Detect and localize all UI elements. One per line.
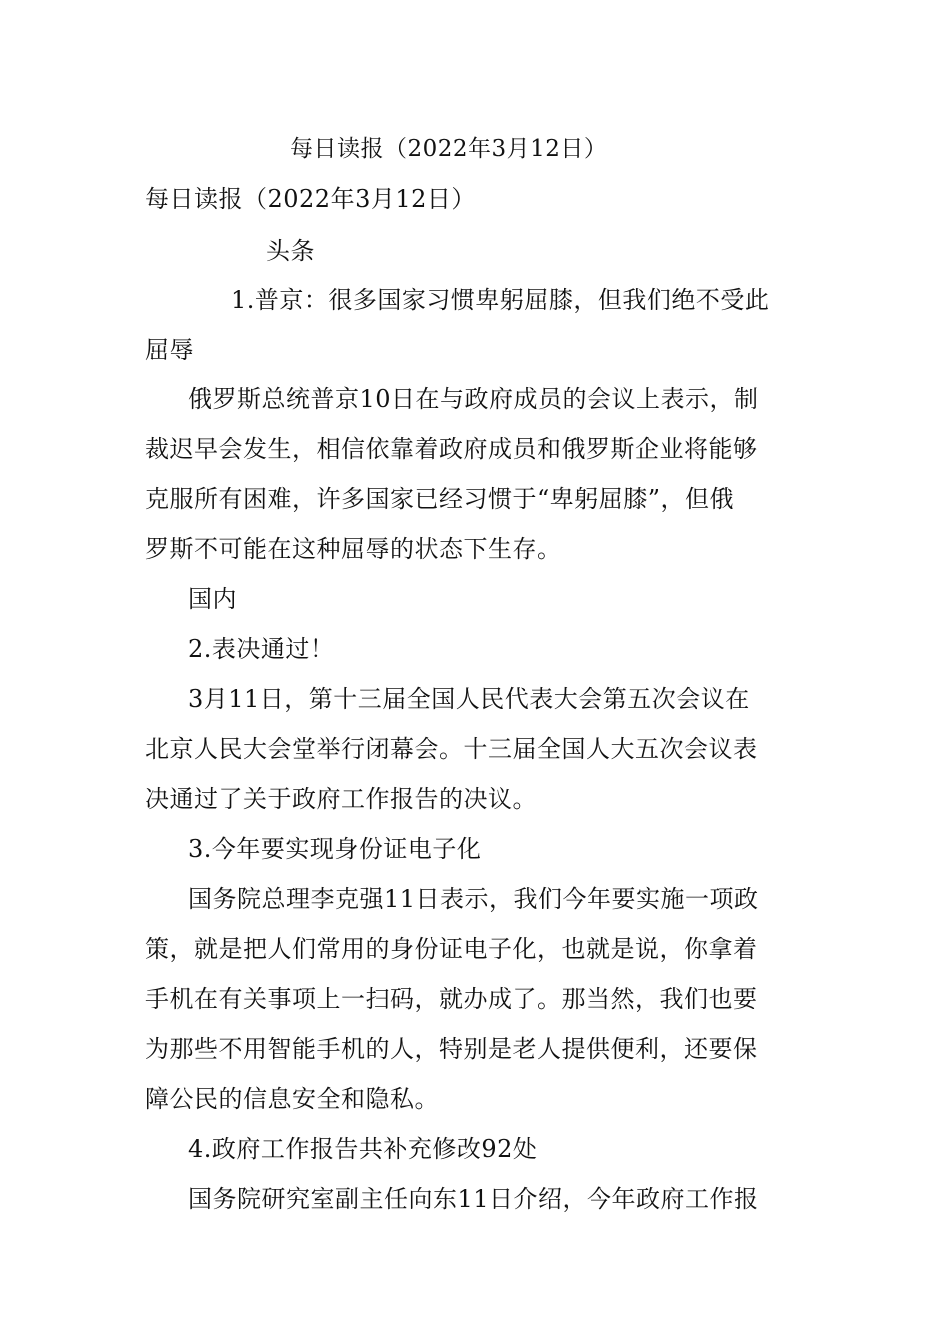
item2-body-line: 决通过了关于政府工作报告的决议。 (145, 785, 537, 813)
section-headline: 头条 (266, 237, 315, 265)
item1-body-line: 俄罗斯总统普京10日在与政府成员的会议上表示，制 (188, 385, 759, 413)
item1-body-line: 克服所有困难，许多国家已经习惯于“卑躬屈膝”，但俄 (145, 485, 735, 513)
item1-body-line: 罗斯不可能在这种屈辱的状态下生存。 (145, 535, 562, 563)
item3-body-line: 策，就是把人们常用的身份证电子化，也就是说，你拿着 (145, 935, 758, 963)
item2-heading: 2.表决通过！ (188, 635, 335, 663)
item3-body-line: 为那些不用智能手机的人，特别是老人提供便利，还要保 (145, 1035, 758, 1063)
item1-heading-cont: 屈辱 (145, 336, 194, 364)
item2-body-line: 3月11日，第十三届全国人民代表大会第五次会议在 (188, 685, 750, 713)
section-domestic: 国内 (188, 585, 237, 613)
item1-body-line: 裁迟早会发生，相信依靠着政府成员和俄罗斯企业将能够 (145, 435, 758, 463)
item1-heading: 1.普京：很多国家习惯卑躬屈膝，但我们绝不受此 (231, 286, 770, 314)
item3-body-line: 国务院总理李克强11日表示，我们今年要实施一项政 (188, 885, 759, 913)
document-subtitle: 每日读报（2022年3月12日） (145, 185, 476, 213)
item3-heading: 3.今年要实现身份证电子化 (188, 835, 482, 863)
item3-body-line: 手机在有关事项上一扫码，就办成了。那当然，我们也要 (145, 985, 758, 1013)
item2-body-line: 北京人民大会堂举行闭幕会。十三届全国人大五次会议表 (145, 735, 758, 763)
item4-heading: 4.政府工作报告共补充修改92处 (188, 1135, 538, 1163)
document-title: 每日读报（2022年3月12日） (290, 136, 608, 162)
item3-body-line: 障公民的信息安全和隐私。 (145, 1085, 439, 1113)
item4-body-line: 国务院研究室副主任向东11日介绍，今年政府工作报 (188, 1185, 759, 1213)
